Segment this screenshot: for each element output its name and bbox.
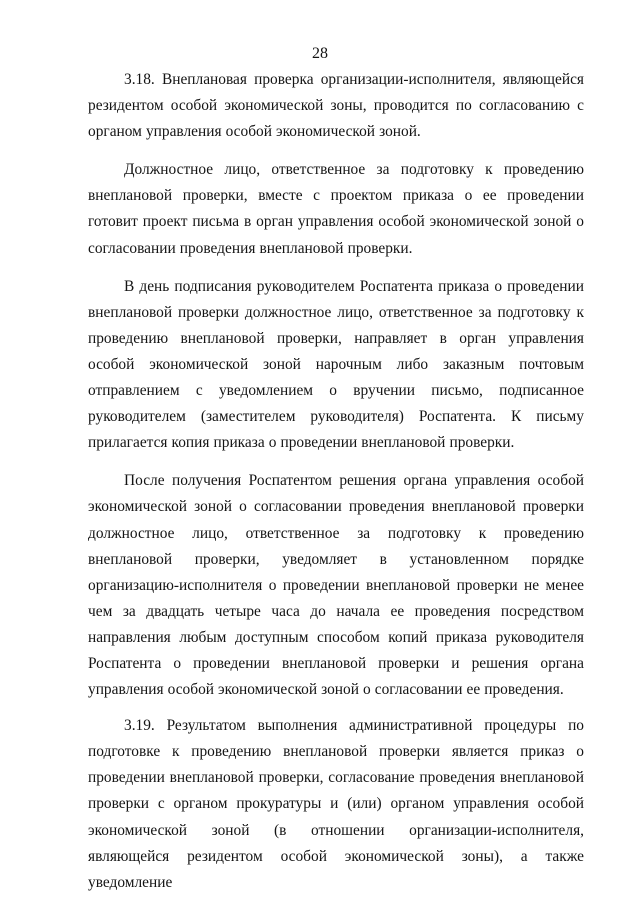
paragraph-3-18: 3.18. Внеплановая проверка организации-исполнителя, являющейся резидентом особой экономической зоны, проводится по согласованию с органом управления особой экономической зоной. bbox=[88, 71, 584, 141]
paragraph-signing-day-letter: В день подписания руководителем Роспатента приказа о проведении внеплановой проверки должностное лицо, ответственное за подготовку к проведению внеплановой проверки, направляет в орган управления особой экономической зоной нарочным либо заказным почтовым отправлением с уведомлением о вручении письмо, подписанное руководителем (заместителем руководителя) Роспатента. К письму прилагается копия приказа о проведении внеплановой проверки. bbox=[88, 277, 584, 452]
paragraph-3-19: 3.19. Результатом выполнения административной процедуры по подготовке к проведению внеплановой проверки является приказ о проведении внеплановой проверки, согласование проведения внеплановой проверки с органом прокуратуры и (или) органом управления особой экономической зоной (в отношении организации-исполнителя, являющейся резидентом особой экономической зоны), а также уведомление bbox=[88, 717, 584, 891]
page-number: 28 bbox=[312, 45, 328, 62]
paragraph-official-prepares-letter: Должностное лицо, ответственное за подготовку к проведению внеплановой проверки, вместе с проектом приказа о ее проведении готовит проект письма в орган управления особой экономической зоной о согласовании проведения внеплановой проверки. bbox=[88, 161, 584, 257]
document-body bbox=[88, 67, 584, 896]
paragraph-notification-after-approval: После получения Роспатентом решения органа управления особой экономической зоной о согласовании проведения внеплановой проверки должностное лицо, ответственное за подготовку к проведению внеплановой проверки, уведомляет в установленном порядке организацию-исполнителя о проведении внеплановой проверки не менее чем за двадцать четыре часа до начала ее проведения посредством направления любым доступным способом копий приказа руководителя Роспатента о проведении внеплановой проверки и решения органа управления особой экономической зоной о согласовании ее проведения. bbox=[88, 472, 584, 699]
